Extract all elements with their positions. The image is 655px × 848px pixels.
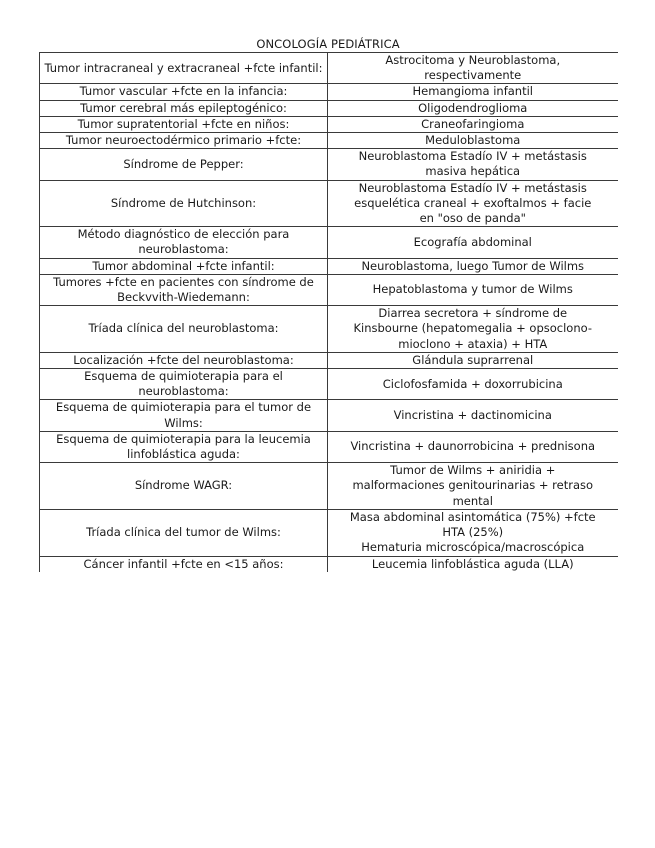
answer-line: Ecografía abdominal [413, 234, 532, 249]
table-row [40, 509, 618, 556]
table-row [40, 274, 618, 305]
answer-cell [328, 352, 618, 368]
table-row [40, 369, 618, 400]
answer-line: mioclono + ataxia) + HTA [398, 336, 548, 351]
answer-line: Hematuria microscópica/macroscópica [361, 540, 585, 555]
answer-cell [328, 53, 618, 84]
question-cell: Tumor abdominal +fcte infantil: [40, 258, 328, 274]
answer-line: Glándula suprarrenal [412, 352, 534, 367]
table-row [40, 227, 618, 258]
answer-line: Masa abdominal asintomática (75%) +fcte [349, 509, 596, 524]
table-row [40, 400, 618, 431]
question-cell: Síndrome WAGR: [40, 463, 328, 510]
answer-cell [328, 556, 618, 572]
answer-cell [328, 180, 618, 227]
answer-line: Craneofaringioma [421, 116, 525, 131]
question-cell: Tríada clínica del tumor de Wilms: [40, 509, 328, 556]
answer-line: esquelética craneal + exoftalmos + facie [354, 195, 592, 210]
answer-line: Oligodendroglioma [418, 100, 528, 115]
answer-line: Leucemia linfoblástica aguda (LLA) [371, 556, 574, 571]
question-cell: Síndrome de Hutchinson: [40, 180, 328, 227]
answer-cell [328, 258, 618, 274]
answer-cell [328, 116, 618, 132]
question-cell: Método diagnóstico de elección para neuroblastoma: [40, 227, 328, 258]
answer-line: Hemangioma infantil [412, 84, 533, 99]
answer-line: malformaciones genitourinarias + retraso [352, 478, 594, 493]
answer-cell [328, 227, 618, 258]
answer-cell [328, 306, 618, 353]
table-row [40, 352, 618, 368]
answer-line: mental [452, 493, 493, 508]
question-cell: Tumor supratentorial +fcte en niños: [40, 116, 328, 132]
answer-line: Neuroblastoma Estadío IV + metástasis [358, 180, 587, 195]
answer-cell [328, 431, 618, 462]
answer-cell [328, 369, 618, 400]
question-cell: Tumor intracraneal y extracraneal +fcte infantil: [40, 53, 328, 84]
table-row [40, 149, 618, 180]
table-body [40, 53, 618, 572]
answer-line: masiva hepática [425, 164, 521, 179]
answer-cell [328, 509, 618, 556]
question-cell: Localización +fcte del neuroblastoma: [40, 352, 328, 368]
table-row [40, 180, 618, 227]
answer-line: Hepatoblastoma y tumor de Wilms [372, 282, 573, 297]
table-row [40, 258, 618, 274]
answer-line: Tumor de Wilms + aniridia + [390, 463, 556, 478]
answer-cell [328, 84, 618, 100]
answer-line: HTA (25%) [442, 525, 504, 540]
question-cell: Tumor neuroectodérmico primario +fcte: [40, 133, 328, 149]
question-cell: Esquema de quimioterapia para el tumor de Wilms: [40, 400, 328, 431]
page-title: ONCOLOGÍA PEDIÁTRICA [256, 37, 400, 51]
table-row [40, 556, 618, 572]
question-cell: Síndrome de Pepper: [40, 149, 328, 180]
qa-table [39, 52, 618, 572]
answer-cell [328, 133, 618, 149]
answer-line: Kinsbourne (hepatomegalia + opsoclono- [353, 321, 593, 336]
question-cell: Tumor cerebral más epileptogénico: [40, 100, 328, 116]
table-row [40, 84, 618, 100]
answer-line: en "oso de panda" [419, 211, 526, 226]
table-row [40, 116, 618, 132]
answer-line: Meduloblastoma [425, 133, 521, 148]
table-row [40, 306, 618, 353]
table-row [40, 463, 618, 510]
answer-line: Vincristina + daunorrobicina + prednisona [350, 439, 596, 454]
table-row [40, 100, 618, 116]
answer-cell [328, 400, 618, 431]
answer-line: Astrocitoma y Neuroblastoma, [385, 53, 561, 67]
question-cell: Tríada clínica del neuroblastoma: [40, 306, 328, 353]
answer-line: Diarrea secretora + síndrome de [378, 306, 568, 321]
answer-line: Neuroblastoma, luego Tumor de Wilms [361, 258, 585, 273]
answer-cell [328, 100, 618, 116]
question-cell: Esquema de quimioterapia para el neuroblastoma: [40, 369, 328, 400]
answer-line: respectivamente [424, 68, 522, 83]
answer-line: Ciclofosfamida + doxorrubicina [382, 376, 563, 391]
question-cell: Tumor vascular +fcte en la infancia: [40, 84, 328, 100]
question-cell: Tumores +fcte en pacientes con síndrome de Beckvvith-Wiedemann: [40, 274, 328, 305]
answer-cell [328, 149, 618, 180]
question-cell: Esquema de quimioterapia para la leucemia linfoblástica aguda: [40, 431, 328, 462]
table-row [40, 53, 618, 84]
answer-cell [328, 274, 618, 305]
table-row [40, 133, 618, 149]
question-cell: Cáncer infantil +fcte en <15 años: [40, 556, 328, 572]
table-row [40, 431, 618, 462]
answer-cell [328, 463, 618, 510]
answer-line: Neuroblastoma Estadío IV + metástasis [358, 149, 587, 164]
answer-line: Vincristina + dactinomicina [393, 408, 552, 423]
document-sheet [39, 37, 617, 572]
